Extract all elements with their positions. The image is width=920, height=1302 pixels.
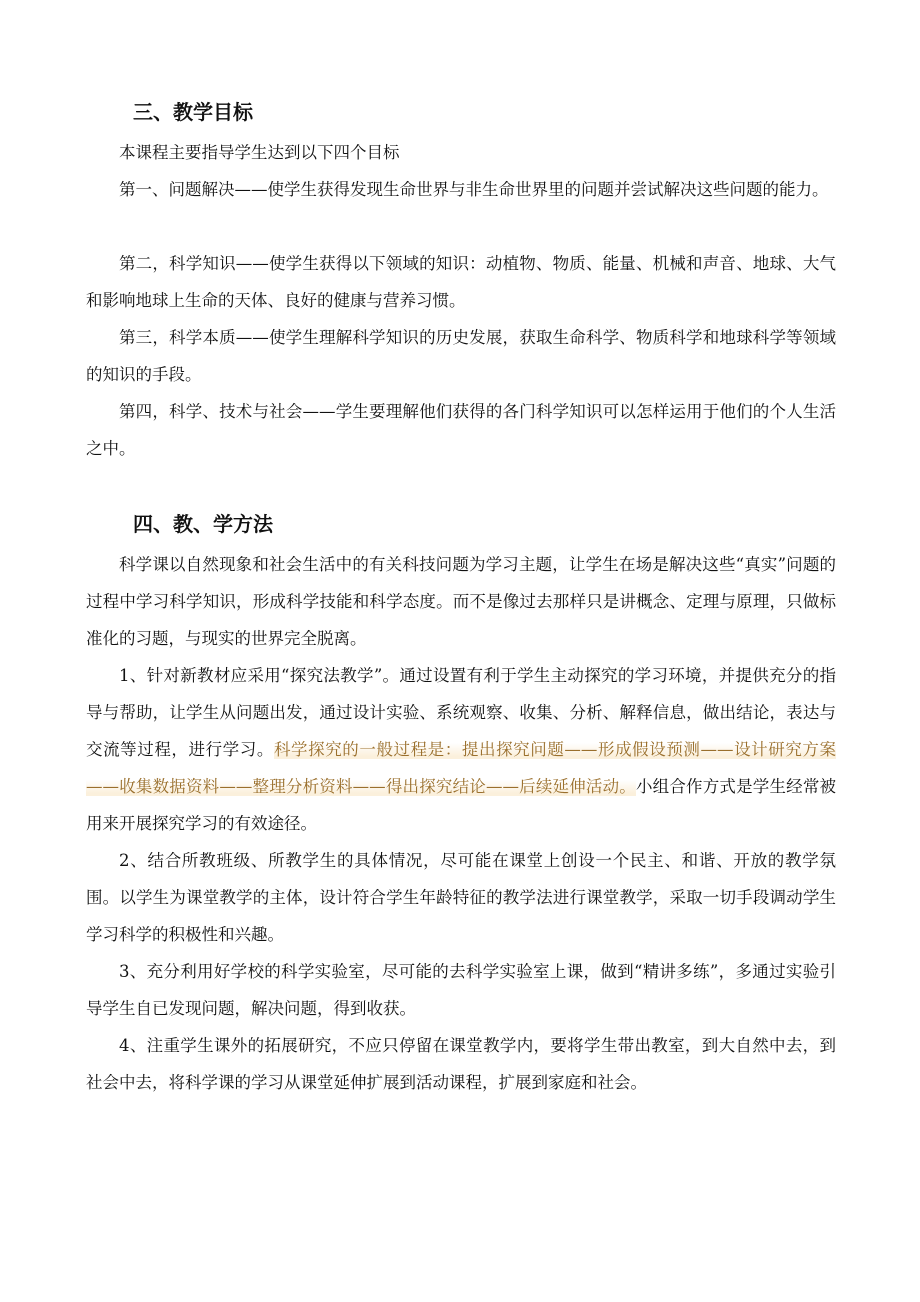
method-4-paragraph: 4、注重学生课外的拓展研究，不应只停留在课堂教学内，要将学生带出教室，到大自然中去，到社会中去，将科学课的学习从课堂延伸扩展到活动课程，扩展到家庭和社会。	[86, 1036, 836, 1092]
goal-4-paragraph: 第四，科学、技术与社会——学生要理解他们获得的各门科学知识可以怎样运用于他们的个人生活之中。	[86, 402, 836, 458]
highlighted-inquiry-process: 科学探究的一般过程是：提出探究问题——形成假设预测——设计研究方案——收集数据资料——整理分析资料——得出探究结论——后续延伸活动。	[86, 740, 837, 796]
method-3-paragraph: 3、充分利用好学校的科学实验室，尽可能的去科学实验室上课，做到“精讲多练”，多通过实验引导学生自已发现问题，解决问题，得到收获。	[86, 962, 836, 1018]
section-3-intro: 本课程主要指导学生达到以下四个目标	[119, 143, 400, 162]
section-3-heading: 三、教学目标	[133, 100, 253, 124]
goal-1-paragraph: 第一、问题解决——使学生获得发现生命世界与非生命世界里的问题并尝试解决这些问题的能力。	[119, 180, 829, 199]
section-4-intro: 科学课以自然现象和社会生活中的有关科技问题为学习主题，让学生在场是解决这些“真实”问题的过程中学习科学知识，形成科学技能和科学态度。而不是像过去那样只是讲概念、定理与原理，只做标准化的习题，与现实的世界完全脱离。	[86, 555, 836, 648]
method-2-paragraph: 2、结合所教班级、所教学生的具体情况，尽可能在课堂上创设一个民主、和谐、开放的教学氛围。以学生为课堂教学的主体，设计符合学生年龄特征的教学法进行课堂教学，采取一切手段调动学生学习科学的积极性和兴趣。	[86, 851, 836, 944]
method-1-paragraph	[86, 657, 836, 842]
method-1-text: 1、针对新教材应采用“探究法教学”。通过设置有利于学生主动探究的学习环境，并提供充分的指导与帮助，让学生从问题出发，通过设计实验、系统观察、收集、分析、解释信息，做出结论，表达与交流等过程，进行学习。	[86, 666, 836, 759]
goal-3-paragraph: 第三，科学本质——使学生理解科学知识的历史发展，获取生命科学、物质科学和地球科学等领域的知识的手段。	[86, 328, 836, 384]
goal-2-paragraph: 第二，科学知识——使学生获得以下领域的知识：动植物、物质、能量、机械和声音、地球、大气和影响地球上生命的天体、良好的健康与营养习惯。	[86, 254, 836, 310]
section-4-heading: 四、教、学方法	[133, 512, 273, 536]
method-1-tail: 小组合作方式是学生经常被用来开展探究学习的有效途径。	[86, 777, 836, 833]
